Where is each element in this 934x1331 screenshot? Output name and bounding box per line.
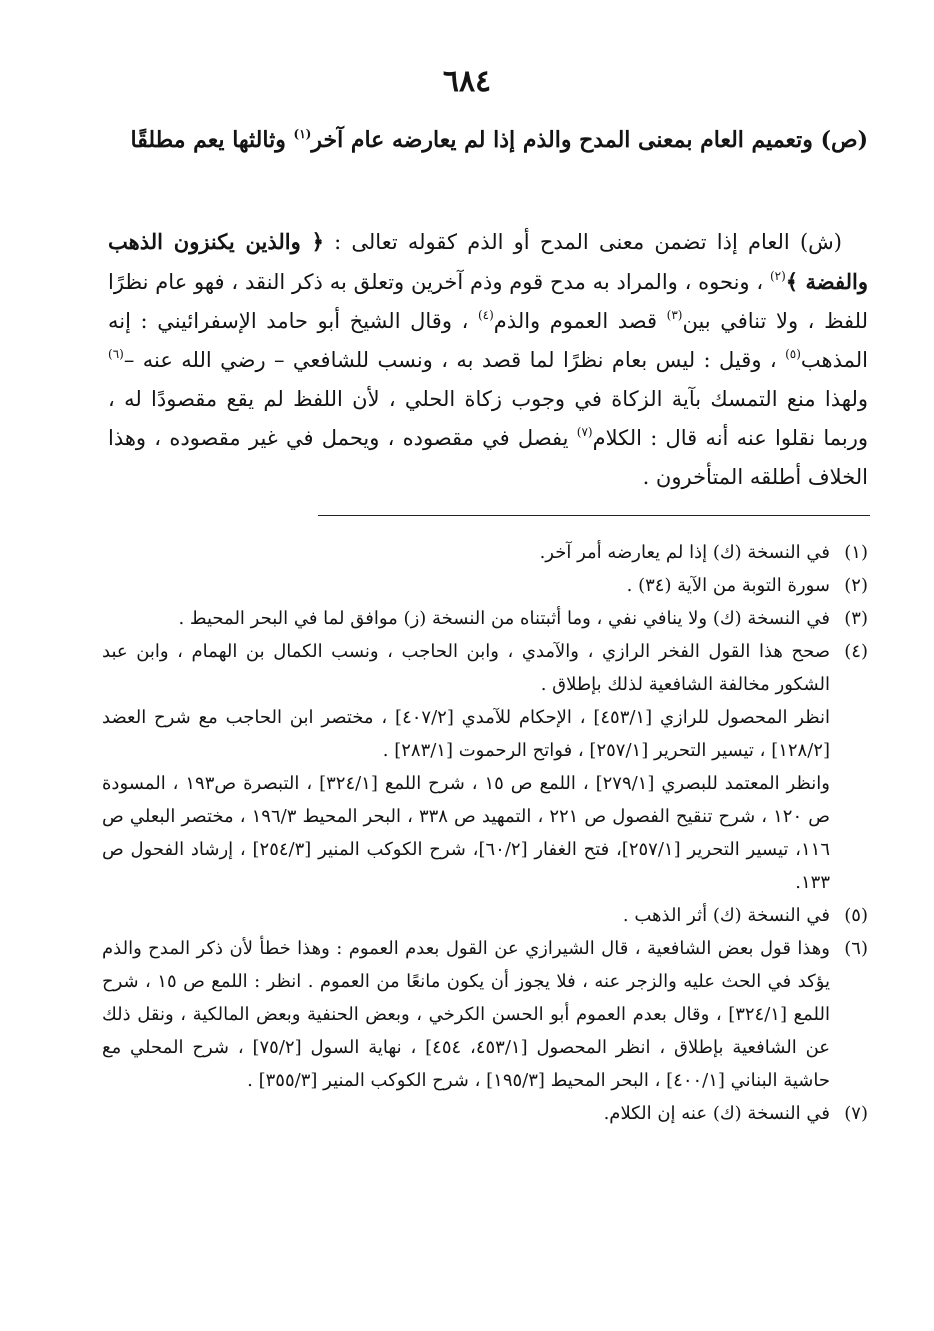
footnote-text: انظر المحصول للرازي [٤٥٣/١] ، الإحكام للآمدي [٤٠٧/٢] ، مختصر ابن الحاجب مع شرح العضد [١٢٨/٢] ، تيسير التحرير [٢٥٧/١] ، فواتح الرحموت [٢٨٣/١] . bbox=[102, 707, 830, 761]
footnote-item bbox=[102, 602, 868, 635]
sharh-text: يفصل في مقصوده ، ويحمل في غير مقصوده ، وهذا الخلاف أطلقه المتأخرون . bbox=[108, 426, 868, 489]
footnote-ref: (٦) bbox=[108, 347, 124, 361]
footnote-item bbox=[102, 899, 868, 932]
footnote-number: (١) bbox=[844, 542, 868, 563]
matn-marker: (ص) bbox=[820, 127, 868, 153]
footnote-item bbox=[102, 932, 868, 1097]
footnote-number: (٦) bbox=[844, 938, 868, 959]
footnote-item bbox=[102, 536, 868, 569]
matn-paragraph bbox=[108, 118, 868, 162]
footnote-ref: (٥) bbox=[785, 347, 801, 361]
footnote-text: سورة التوبة من الآية (٣٤) . bbox=[626, 575, 830, 596]
footnotes-list bbox=[102, 536, 868, 1130]
footnote-ref: (٣) bbox=[666, 308, 683, 322]
footnote-number: (٢) bbox=[844, 575, 868, 596]
footnote-number: (٣) bbox=[844, 608, 868, 629]
footnote-number: (٥) bbox=[844, 905, 868, 926]
footnote-ref: (٧) bbox=[576, 425, 593, 439]
footnote-ref: (٤) bbox=[477, 308, 494, 322]
footnote-text: في النسخة (ك) عنه إن الكلام. bbox=[603, 1103, 830, 1124]
footnote-ref: (٢) bbox=[769, 269, 786, 283]
footnote-text: في النسخة (ك) إذا لم يعارضه أمر آخر. bbox=[539, 542, 830, 563]
footnote-number: (٧) bbox=[844, 1103, 868, 1124]
footnote-ref: (١) bbox=[293, 127, 312, 141]
sharh-text: ، وقال الشيخ أبو حامد الإسفرائيني : إنه المذهب bbox=[108, 309, 868, 372]
sharh-text: ، ونحوه ، والمراد به مدح قوم وذم آخرين وتعلق به ذكر النقد ، فهو عام نظرًا للفظ ، ولا تنافي بين bbox=[108, 270, 868, 333]
footnote-separator bbox=[318, 515, 870, 516]
footnote-item bbox=[102, 569, 868, 602]
footnote-text: في النسخة (ك) أثر الذهب . bbox=[622, 905, 830, 926]
footnote-text: في النسخة (ك) ولا ينافي نفي ، وما أثبتناه من النسخة (ز) موافق لما في البحر المحيط . bbox=[178, 608, 830, 629]
footnote-number: (٤) bbox=[844, 641, 868, 662]
footnote-item bbox=[102, 1097, 868, 1130]
footnote-text: صحح هذا القول الفخر الرازي ، والآمدي ، وابن الحاجب ، ونسب الكمال بن الهمام ، وابن عبد الشكور مخالفة الشافعية لذلك بإطلاق . bbox=[102, 641, 830, 695]
footnote-text: وهذا قول بعض الشافعية ، قال الشيرازي عن القول بعدم العموم : وهذا خطأ لأن ذكر المدح والذم يؤكد في الحث عليه والزجر عنه ، فلا يجوز أن يكون مانعًا من العموم . انظر : اللمع ص ١٥ ، شرح اللمع [٣٢٤/١] ، وقال بعدم العموم أبو الحسن الكرخي ، وبعض الحنفية وبعض المالكية ، ونقل ذلك عن الشافعية بإطلاق ، انظر المحصول [٤٥٣/١، ٤٥٤] ، نهاية السول [٧٥/٢] ، شرح المحلي مع حاشية البناني [٤٠٠/١] ، البحر المحيط [١٩٥/٣] ، شرح الكوكب المنير [٣٥٥/٣] . bbox=[102, 938, 831, 1091]
sharh-marker: (ش) bbox=[799, 230, 842, 254]
quran-verse: ﴿ والذين يكنزون الذهب والفضة ﴾ bbox=[108, 229, 868, 294]
matn-text: وتعميم العام بمعنى المدح والذم إذا لم يعارضه عام آخر bbox=[311, 127, 813, 153]
sharh-text: ولهذا منع التمسك بآية الزكاة في وجوب زكاة الحلي ، لأن اللفظ لم يقع مقصودًا له ، وربما نقلوا عنه أنه قال : الكلام bbox=[108, 387, 868, 450]
sharh-text: ، وقيل : ليس بعام نظرًا لما قصد به ، ونسب للشافعي – رضي الله عنه – bbox=[123, 348, 777, 372]
sharh-paragraph bbox=[108, 222, 868, 497]
footnote-text: وانظر المعتمد للبصري [٢٧٩/١] ، اللمع ص ١٥ ، شرح اللمع [٣٢٤/١] ، التبصرة ص١٩٣ ، المسودة ص ١٢٠ ، شرح تنقيح الفصول ص ٢٢١ ، التمهيد ص ٣٣٨ ، البحر المحيط ١٩٦/٣ ، مختصر البعلي ص ١١٦، تيسير التحرير [٢٥٧/١]، فتح الغفار [٦٠/٢]، شرح الكوكب المنير [٢٥٤/٣] ، إرشاد الفحول ص ١٣٣. bbox=[102, 773, 831, 893]
page-number: ٦٨٤ bbox=[442, 64, 492, 99]
footnote-item bbox=[102, 635, 868, 899]
matn-text: وثالثها يعم مطلقًا bbox=[130, 127, 286, 153]
sharh-text: قصد العموم والذم bbox=[493, 309, 658, 333]
sharh-text: العام إذا تضمن معنى المدح أو الذم كقوله تعالى : bbox=[334, 230, 790, 254]
